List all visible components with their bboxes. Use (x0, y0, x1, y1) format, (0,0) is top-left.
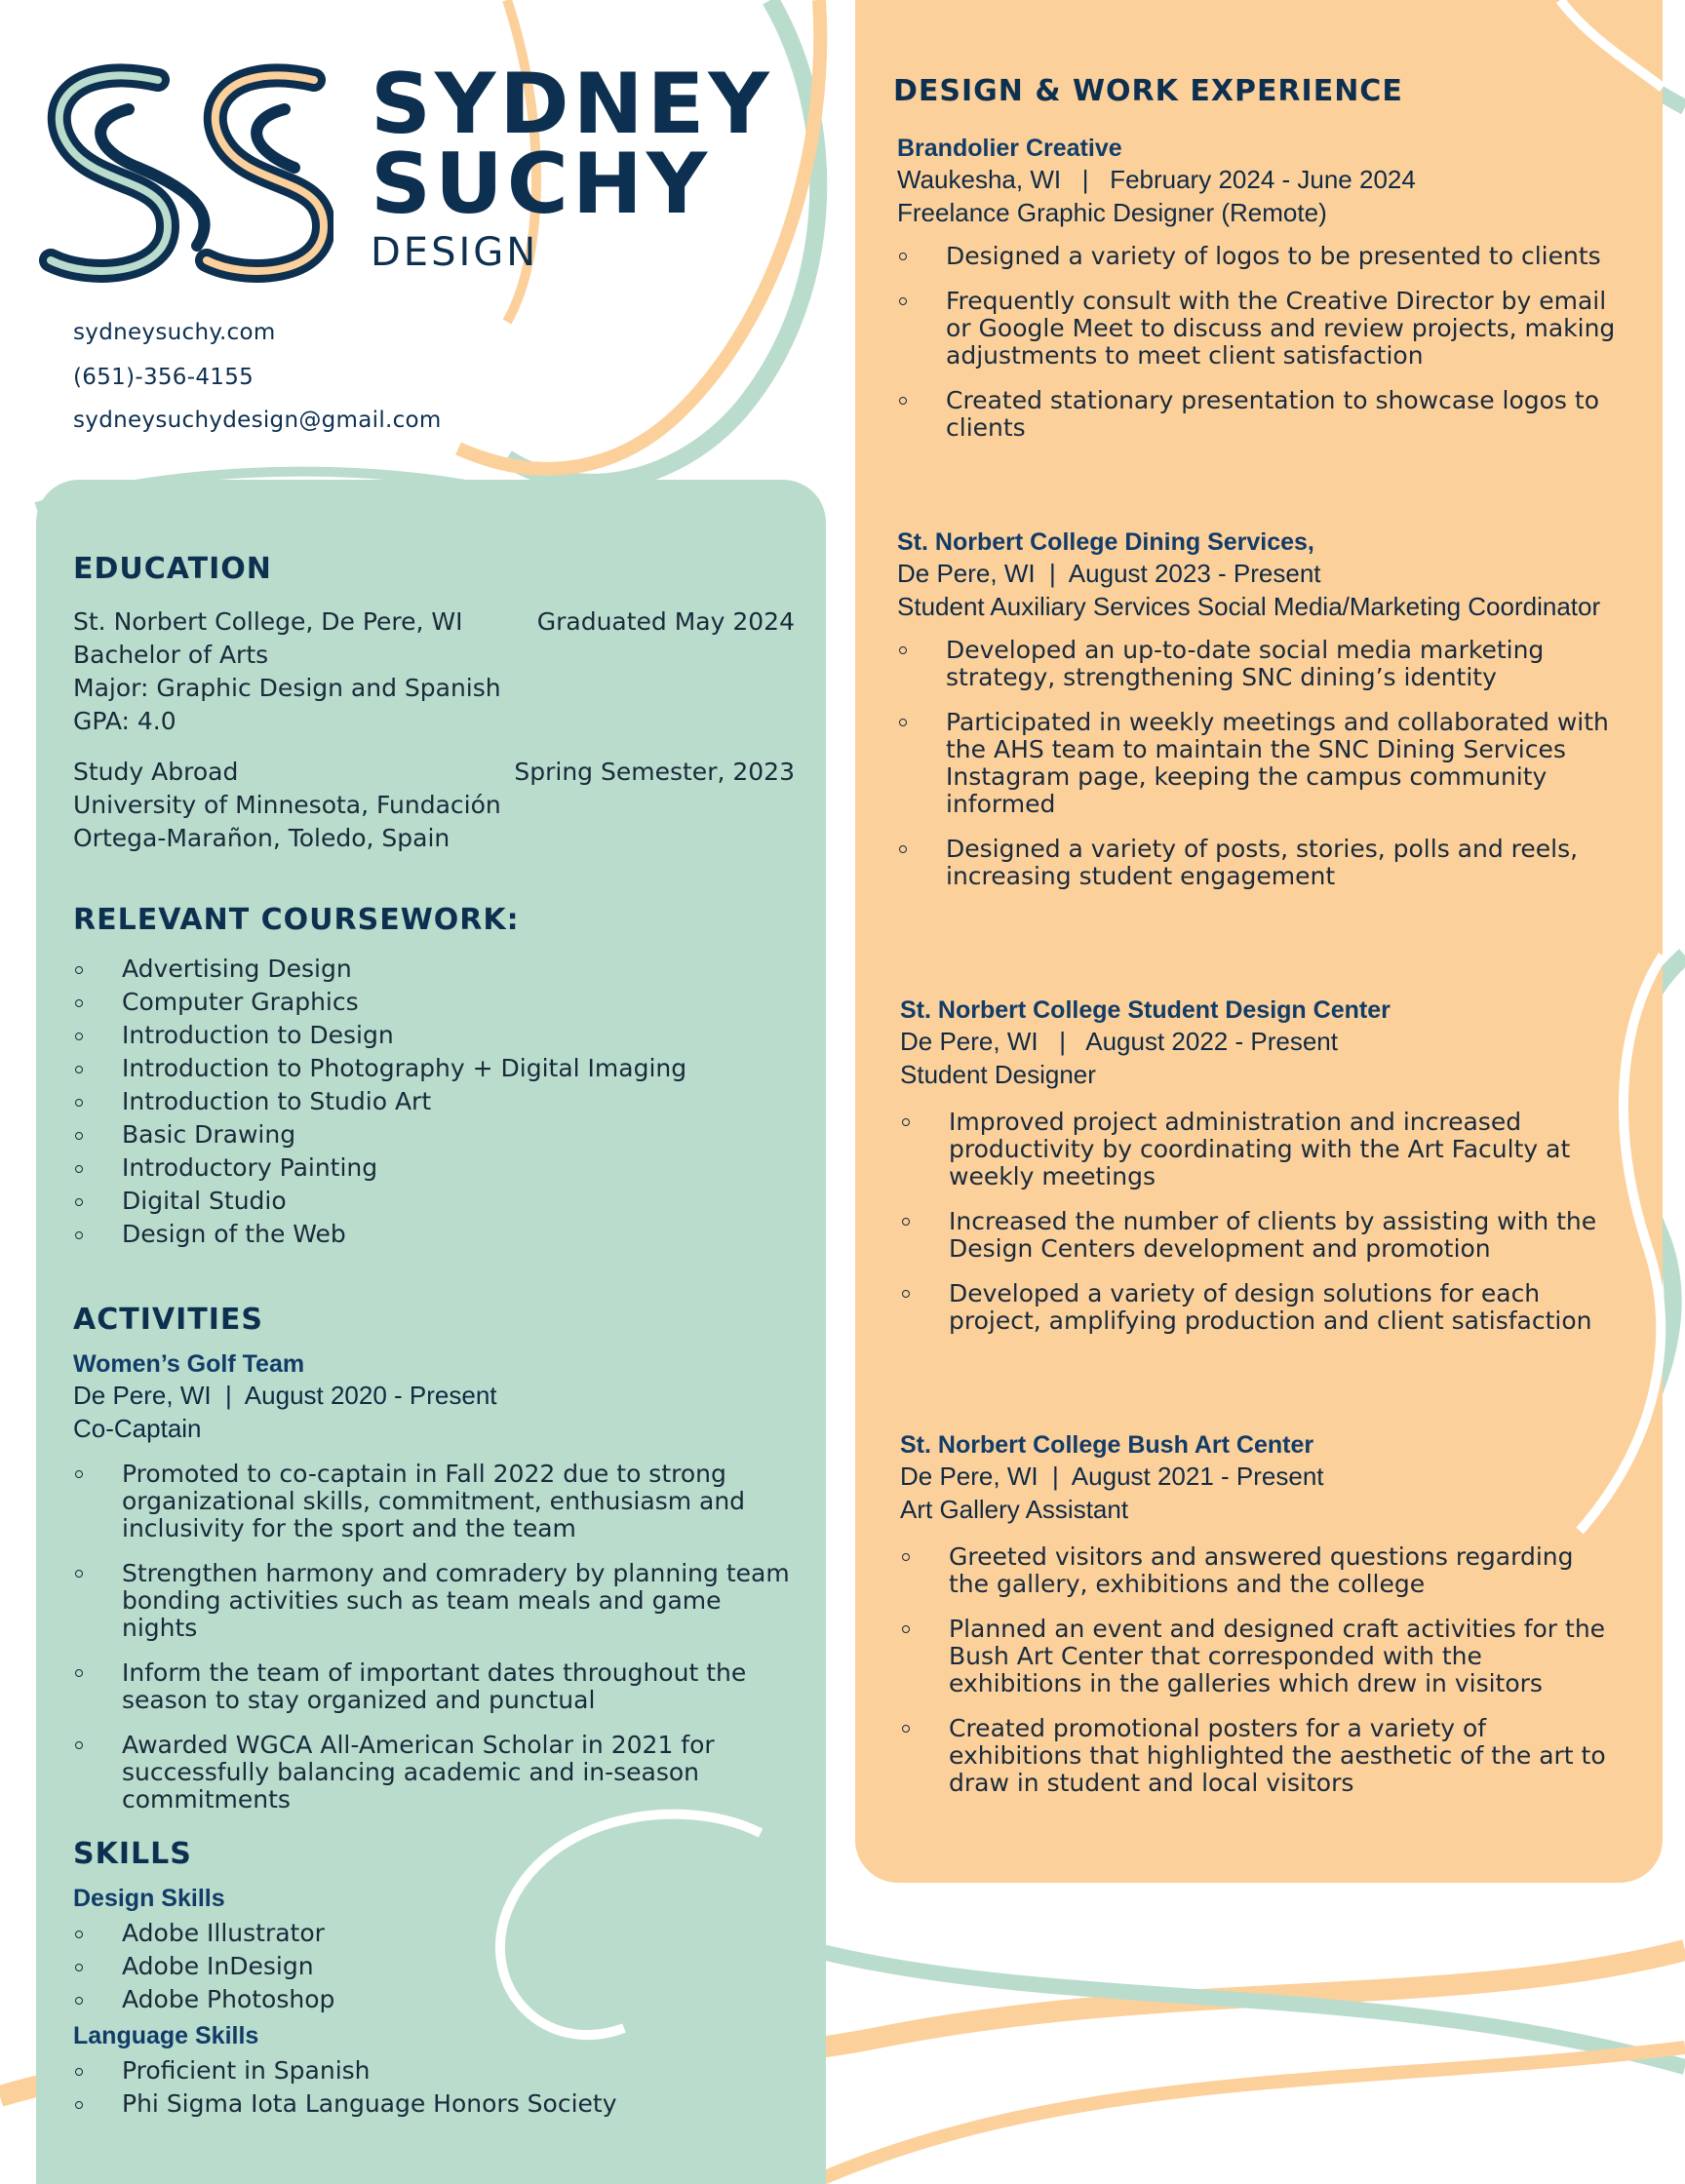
list-item: Planned an event and designed craft activities for the Bush Art Center that corresponded with the exhibitions in the galleries which drew in visitors (900, 1616, 1612, 1697)
job-role: Art Gallery Assistant (900, 1495, 1129, 1524)
job-entry (897, 135, 1638, 459)
education-title: EDUCATION (73, 552, 272, 586)
skills-section (73, 1837, 795, 2121)
activity-org: Women’s Golf Team (73, 1350, 305, 1378)
job-company: St. Norbert College Student Design Center (900, 996, 1391, 1024)
list-item: Proficient in Spanish (73, 2054, 795, 2087)
activities-section (73, 1303, 795, 1831)
list-item: Improved project administration and increased productivity by coordinating with the Art Faculty at weekly meetings (900, 1109, 1612, 1190)
education-section (73, 552, 795, 855)
list-item: Developed a variety of design solutions for each project, amplifying production and client satisfaction (900, 1280, 1612, 1335)
list-item: Computer Graphics (73, 986, 795, 1019)
list-item: Created stationary presentation to showcase logos to clients (897, 387, 1638, 442)
language-skills-list (73, 2054, 795, 2121)
job-location-dates: De Pere, WI | August 2023 - Present (897, 559, 1321, 588)
job-location-dates: De Pere, WI | August 2021 - Present (900, 1462, 1324, 1491)
experience-title: DESIGN & WORK EXPERIENCE (893, 74, 1403, 108)
activity-bullets (73, 1461, 795, 1814)
job-entry (900, 1431, 1612, 1814)
job-location-dates: Waukesha, WI | February 2024 - June 2024 (897, 165, 1416, 194)
list-item: Phi Sigma Iota Language Honors Society (73, 2087, 795, 2121)
abroad-school: University of Minnesota, Fundación (73, 791, 501, 819)
abroad-label: Study Abroad (73, 758, 239, 786)
name-tagline: DESIGN (371, 230, 539, 275)
activities-title: ACTIVITIES (73, 1303, 263, 1337)
degree: Bachelor of Arts (73, 641, 269, 669)
job-entry (900, 996, 1612, 1352)
list-item: Introduction to Studio Art (73, 1085, 795, 1118)
list-item: Developed an up-to-date social media marketing strategy, strengthening SNC dining’s identity (897, 637, 1638, 691)
list-item: Basic Drawing (73, 1118, 795, 1151)
list-item: Strengthen harmony and comradery by planning team bonding activities such as team meals and game nights (73, 1560, 795, 1642)
coursework-section (73, 903, 795, 1251)
list-item: Greeted visitors and answered questions regarding the gallery, exhibitions and the college (900, 1543, 1612, 1598)
graduation-date: Graduated May 2024 (536, 607, 795, 636)
list-item: Introduction to Design (73, 1019, 795, 1052)
major: Major: Graphic Design and Spanish (73, 674, 501, 702)
list-item: Increased the number of clients by assisting with the Design Centers development and promotion (900, 1208, 1612, 1263)
list-item: Designed a variety of logos to be presented to clients (897, 243, 1638, 270)
job-company: St. Norbert College Dining Services, (897, 528, 1314, 556)
double-s-monogram-icon (31, 51, 333, 290)
name-last: SUCHY (371, 136, 712, 233)
list-item: Frequently consult with the Creative Director by email or Google Meet to discuss and review projects, making adjustments to meet client satisfaction (897, 288, 1638, 370)
list-item: Promoted to co-captain in Fall 2022 due to strong organizational skills, commitment, enthusiasm and inclusivity for the sport and the team (73, 1461, 795, 1542)
list-item: Inform the team of important dates throughout the season to stay organized and punctual (73, 1659, 795, 1714)
list-item: Introduction to Photography + Digital Imaging (73, 1052, 795, 1085)
job-bullets (900, 1543, 1612, 1797)
coursework-list (73, 953, 795, 1251)
list-item: Participated in weekly meetings and collaborated with the AHS team to maintain the SNC Dining Services Instagram page, keeping the campus community informed (897, 709, 1638, 818)
list-item: Advertising Design (73, 953, 795, 986)
job-role: Freelance Graphic Designer (Remote) (897, 198, 1327, 227)
job-company: Brandolier Creative (897, 135, 1122, 162)
language-skills-label: Language Skills (73, 2022, 259, 2049)
list-item: Digital Studio (73, 1185, 795, 1218)
design-skills-list (73, 1917, 795, 2016)
list-item: Adobe Photoshop (73, 1983, 795, 2016)
coursework-title: RELEVANT COURSEWORK: (73, 903, 520, 937)
job-company: St. Norbert College Bush Art Center (900, 1431, 1314, 1459)
job-bullets (897, 243, 1638, 442)
job-bullets (897, 637, 1638, 890)
abroad-term: Spring Semester, 2023 (514, 758, 795, 786)
activity-role: Co-Captain (73, 1414, 202, 1443)
job-location-dates: De Pere, WI | August 2022 - Present (900, 1027, 1338, 1056)
job-bullets (900, 1109, 1612, 1335)
name-first: SYDNEY (371, 56, 773, 153)
activity-location-dates: De Pere, WI | August 2020 - Present (73, 1381, 497, 1410)
email-link[interactable]: sydneysuchydesign@gmail.com (73, 408, 442, 433)
phone-number[interactable]: (651)-356-4155 (73, 365, 255, 390)
list-item: Introductory Painting (73, 1151, 795, 1185)
list-item: Awarded WGCA All-American Scholar in 2021 for successfully balancing academic and in-season commitments (73, 1732, 795, 1814)
abroad-location: Ortega-Marañon, Toledo, Spain (73, 824, 451, 852)
list-item: Designed a variety of posts, stories, polls and reels, increasing student engagement (897, 836, 1638, 890)
job-role: Student Auxiliary Services Social Media/Marketing Coordinator (897, 592, 1601, 621)
school-line: St. Norbert College, De Pere, WI (73, 607, 463, 636)
design-skills-label: Design Skills (73, 1885, 225, 1912)
list-item: Created promotional posters for a variety of exhibitions that highlighted the aesthetic of the art to draw in student and local visitors (900, 1715, 1612, 1797)
gpa: GPA: 4.0 (73, 707, 176, 735)
website-link[interactable]: sydneysuchy.com (73, 320, 276, 345)
job-entry (897, 528, 1638, 908)
skills-title: SKILLS (73, 1837, 192, 1871)
job-role: Student Designer (900, 1060, 1096, 1089)
list-item: Adobe Illustrator (73, 1917, 795, 1950)
list-item: Design of the Web (73, 1218, 795, 1251)
list-item: Adobe InDesign (73, 1950, 795, 1983)
